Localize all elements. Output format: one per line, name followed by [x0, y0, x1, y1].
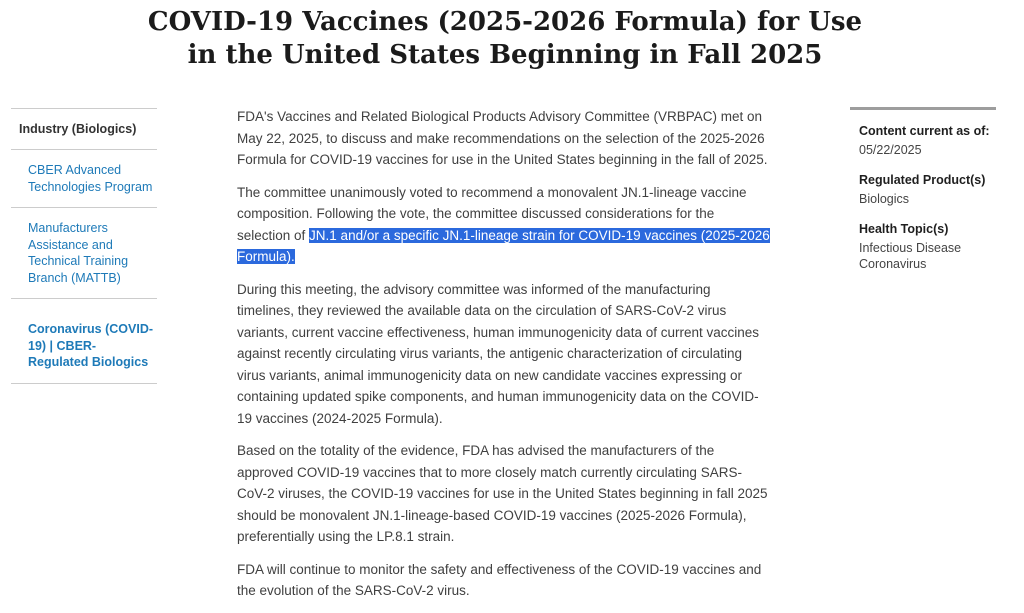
sidebar-item-mattb[interactable]: Manufacturers Assistance and Technical Training Branch (MATTB)	[11, 207, 157, 298]
article-paragraph-3: During this meeting, the advisory committee was informed of the manufacturing timelines, they reviewed the available data on the circulation of SARS-CoV-2 virus variants, current vaccine effectiveness, human immunogenicity data of current vaccines against recently circulating virus variants, the antigenic characterization of circulating virus variants, animal immunogenicity data on new candidate vaccines expressing or containing updated spike components, and human immunogenicity data on the COVID-19 vaccines (2024-2025 Formula).	[237, 281, 760, 426]
article-paragraph-2-text: The committee unanimously voted to recommend a monovalent JN.1-lineage vaccine composition. Following the vote, the committee discussed considerations for the selection of	[237, 184, 747, 243]
left-nav-bottom-divider	[11, 383, 157, 384]
page-title-line-1: COVID-19 Vaccines (2025-2026 Formula) for Use	[147, 7, 863, 37]
article-body	[237, 106, 771, 613]
content-current-value: 05/22/2025	[859, 143, 922, 157]
health-topic-group	[850, 221, 996, 272]
sidebar-item-cber-advanced-technologies-program[interactable]: CBER Advanced Technologies Program	[11, 149, 157, 207]
regulated-product-value: Biologics	[859, 192, 910, 206]
article-paragraph-2	[237, 182, 771, 268]
regulated-product-group	[850, 172, 996, 207]
health-topic-label: Health Topic(s)	[859, 222, 949, 236]
page-title	[0, 6, 1010, 72]
left-nav-heading: Industry (Biologics)	[11, 108, 157, 149]
article-paragraph-5: FDA will continue to monitor the safety and effectiveness of the COVID-19 vaccines and the evolution of the SARS-CoV-2 virus.	[237, 561, 762, 598]
health-topic-infectious-disease: Infectious Disease	[859, 241, 962, 255]
content-current-label: Content current as of:	[859, 124, 990, 138]
sidebar-item-coronavirus-cber-regulated-biologics[interactable]: Coronavirus (COVID-19) | CBER-Regulated Biologics	[11, 298, 157, 383]
regulated-product-label: Regulated Product(s)	[859, 173, 986, 187]
article-meta-sidebar	[850, 107, 996, 286]
health-topic-coronavirus: Coronavirus	[859, 257, 927, 271]
article-paragraph-1: FDA's Vaccines and Related Biological Products Advisory Committee (VRBPAC) met on May 22, 2025, to discuss and make recommendations on the selection of the 2025-2026 Formula for COVID-19 vaccines for use in the United States beginning in the fall of 2025.	[237, 109, 768, 167]
article-paragraph-4: Based on the totality of the evidence, FDA has advised the manufacturers of the approved COVID-19 vaccines that to more closely match currently circulating SARS-CoV-2 viruses, the COVID-19 vaccines for use in the United States beginning in fall 2025 should be monovalent JN.1-lineage-based COVID-19 vaccines (2025-2026 Formula), preferentially using the LP.8.1 strain.	[237, 443, 768, 544]
content-current-group	[850, 123, 996, 158]
page-title-line-2: in the United States Beginning in Fall 2025	[187, 40, 823, 70]
meta-top-divider	[850, 107, 996, 110]
selected-text-highlight: JN.1 and/or a specific JN.1-lineage strain for COVID-19 vaccines (2025-2026 Formula).	[237, 227, 770, 264]
left-nav-sidebar	[11, 108, 157, 384]
